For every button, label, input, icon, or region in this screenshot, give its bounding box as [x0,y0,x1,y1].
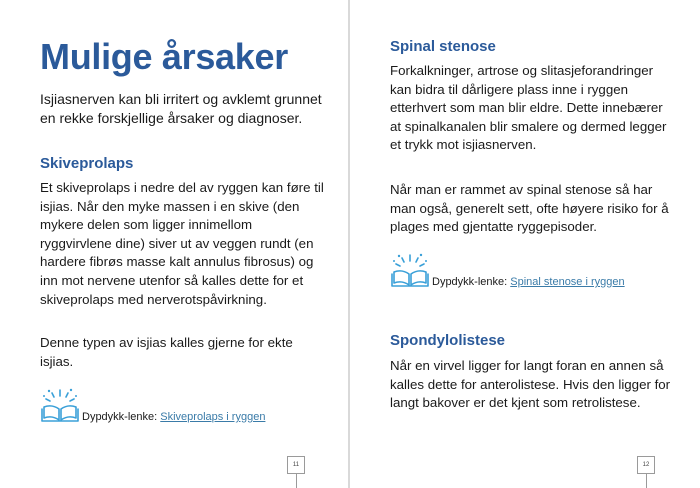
intro-paragraph: Isjiasnerven kan bli irritert og avklemt grunnet en rekke forskjellige årsaker og diagnoser. [40,91,322,126]
text-line: et trykk mot isjiasnerven. [390,137,537,153]
text-line: Et skiveprolaps i nedre del av ryggen kan føre til [40,180,324,195]
text-line: at spinalkanalen blir smalere og dermed legger [390,118,667,134]
paragraph-skiveprolaps [40,179,340,309]
text-line: etterhvert som man blir eldre. Dette innebærer [390,100,663,116]
text-line: man også, generelt sett, ofte høyere risiko for å [390,200,669,216]
text-line: mykere delen som ligger innimellom [40,217,253,233]
paragraph-spinal-stenose [390,62,690,155]
page-number-line [646,474,647,488]
page-number: 12 [637,456,655,474]
paragraph-spondylolistese [390,357,695,413]
heading-spondylolistese: Spondylolistese [390,332,506,349]
text-line: skiveprolaps med nerverotspåvirkning. [40,291,267,307]
paragraph-risiko [390,181,690,237]
open-book-sparkle-icon [40,385,80,425]
deep-dive-spinal-stenose [390,250,625,290]
text-line: isjias. [40,353,74,369]
deep-dive-label: Dypdykk-lenke: [82,411,161,423]
page-number-line [296,474,297,488]
link-spinal-stenose[interactable]: Spinal stenose i ryggen [510,276,625,288]
text-line: Forkalkninger, artrose og slitasjeforandringer [390,63,654,78]
text-line: kan bidra til dårligere plass inne i ryggen [390,81,629,97]
text-line: plages med gjentatte ryggepisoder. [390,219,597,235]
text-line: inn mot nervene utenfor så kalles dette for et [40,272,304,288]
text-line: Denne typen av isjias kalles gjerne for ekte [40,335,293,350]
text-line: kalles dette for anterolistese. Hvis den ligger for [390,376,671,392]
text-line: Når man er rammet av spinal stenose så har [390,182,653,197]
page-number: 11 [287,456,305,474]
text-line: langt bakover er det kjent som retrolistese. [390,395,641,411]
text-line: hardere fibrøs masse kalt annulus fibrosus) og [40,254,314,270]
link-skiveprolaps[interactable]: Skiveprolaps i ryggen [160,411,266,423]
open-book-sparkle-icon [390,250,430,290]
deep-dive-label: Dypdykk-lenke: [432,276,511,288]
heading-skiveprolaps: Skiveprolaps [40,155,134,172]
paragraph-ekte-isjias [40,334,340,371]
text-line: Når en virvel ligger for langt foran en annen så [390,358,664,373]
right-page [350,0,700,488]
deep-dive-skiveprolaps [40,385,265,425]
text-line: isjias. Når den myke massen i en skive (den [40,198,300,214]
left-page [0,0,348,488]
heading-spinal-stenose: Spinal stenose [390,38,496,55]
page-title: Mulige årsaker [40,36,288,77]
text-line: ryggvirvlene dine) siver ut av veggen rundt (en [40,235,314,251]
